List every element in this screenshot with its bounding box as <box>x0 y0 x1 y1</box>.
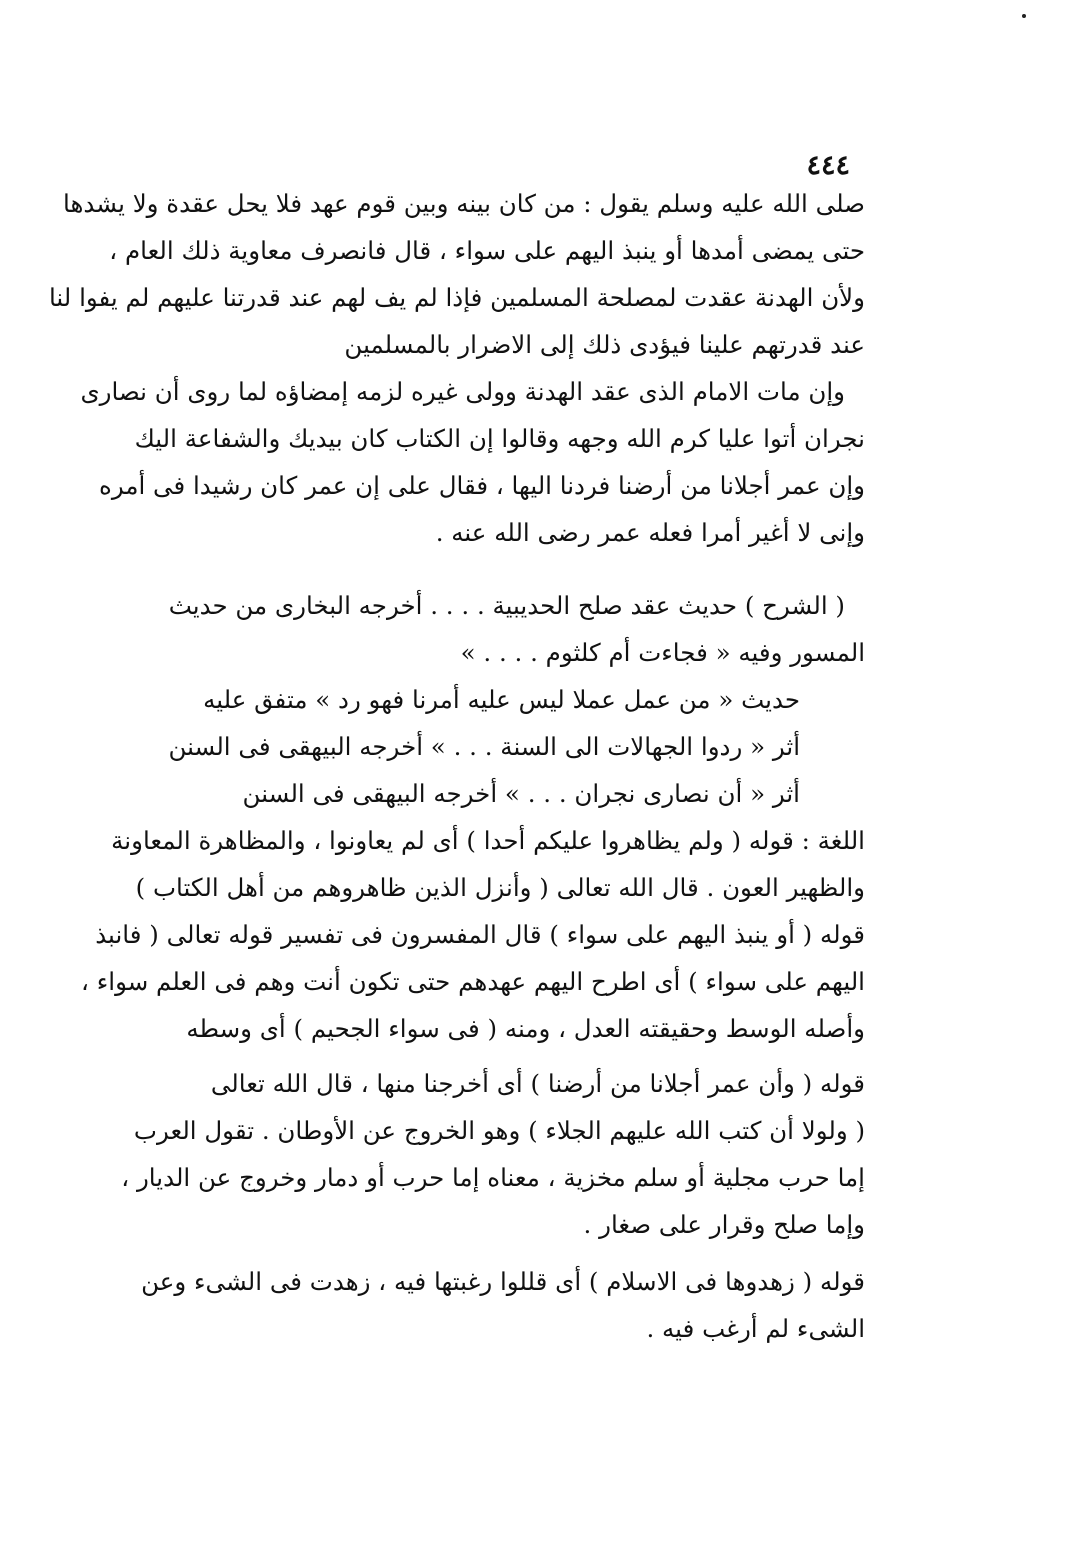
page-text <box>48 180 865 1352</box>
text-line: وإما صلح وقرار على صغار . <box>583 1210 865 1239</box>
paragraph-sharh <box>160 582 865 629</box>
paragraph-nabdh <box>81 911 865 1052</box>
reference-line: أثر « ردوا الجهالات الى السنة . . . » أخرجه البيهقى فى السنن <box>168 732 800 761</box>
section-gap <box>160 1052 865 1060</box>
text-line: ولأن الهدنة عقدت لمصلحة المسلمين فإذا لم يف لهم عند قدرتنا عليهم لم يفوا لنا <box>48 283 865 312</box>
page-number: ٤٤٤ <box>806 150 850 181</box>
text-line: وإنى لا أغير أمرا فعله عمر رضى الله عنه . <box>435 518 865 547</box>
text-line: المسور وفيه « فجاءت أم كلثوم . . . . » <box>460 638 865 667</box>
text-line: وأصله الوسط وحقيقته العدل ، ومنه ( فى سواء الجحيم ) أى وسطه <box>186 1014 865 1043</box>
paragraph-jalaa <box>121 1060 865 1248</box>
paragraph-zuhd <box>141 1258 865 1352</box>
text-line: قوله ( وأن عمر أجلانا من أرضنا ) أى أخرجنا منها ، قال الله تعالى <box>210 1069 865 1098</box>
reference-line: حديث « من عمل عملا ليس عليه أمرنا فهو رد » متفق عليه <box>203 685 800 714</box>
text-line: والظهير العون . قال الله تعالى ( وأنزل الذين ظاهروهم من أهل الكتاب ) <box>135 873 865 902</box>
text-line: عند قدرتهم علينا فيؤدى ذلك إلى الاضرار بالمسلمين <box>344 330 865 359</box>
text-line: اليهم على سواء ) أى اطرح اليهم عهدهم حتى تكون أنت وهم فى العلم سواء ، <box>81 967 865 996</box>
paragraph-sharh-body <box>160 629 865 676</box>
paragraph-hadith-continuation <box>48 180 865 368</box>
text-line: نجران أتوا عليا كرم الله وجهه وقالوا إن الكتاب كان بيديك والشفاعة اليك <box>134 424 865 453</box>
text-line: قوله ( أو ينبذ اليهم على سواء ) قال المفسرون فى تفسير قوله تعالى ( فانبذ <box>95 920 865 949</box>
text-line: الشىء لم أرغب فيه . <box>646 1314 865 1343</box>
section-gap <box>160 1248 865 1258</box>
text-line: اللغة : قوله ( ولم يظاهروا عليكم أحدا ) أى لم يعاونوا ، والمظاهرة المعاونة <box>111 826 865 855</box>
section-gap <box>160 556 865 582</box>
reference-line: أثر « أن نصارى نجران . . . » أخرجه البيهقى فى السنن <box>242 779 800 808</box>
text-line: إما حرب مجلية أو سلم مخزية ، معناه إما حرب أو دمار وخروج عن الديار ، <box>121 1163 865 1192</box>
text-line: حتى يمضى أمدها أو ينبذ اليهم على سواء ، قال فانصرف معاوية ذلك العام ، <box>109 236 865 265</box>
text-line: ( الشرح ) حديث عقد صلح الحديبية . . . . أخرجه البخارى من حديث <box>168 591 845 620</box>
paragraph-lugha <box>111 817 865 911</box>
text-line: وإن مات الامام الذى عقد الهدنة وولى غيره لزمه إمضاؤه لما روى أن نصارى <box>80 377 845 406</box>
text-line: صلى الله عليه وسلم يقول : من كان بينه وبين قوم عهد فلا يحل عقدة ولا يشدها <box>62 189 865 218</box>
scan-speck <box>1022 14 1026 18</box>
text-line: قوله ( زهدوها فى الاسلام ) أى قللوا رغبتها فيه ، زهدت فى الشىء وعن <box>141 1267 865 1296</box>
paragraph-imam-death-body <box>98 415 865 556</box>
paragraph-imam-death <box>80 368 865 415</box>
text-line: وإن عمر أجلانا من أرضنا فردنا اليها ، فقال على إن عمر كان رشيدا فى أمره <box>98 471 865 500</box>
paragraph-references <box>160 676 865 817</box>
text-line: ( ولولا أن كتب الله عليهم الجلاء ) وهو الخروج عن الأوطان . تقول العرب <box>133 1116 865 1145</box>
